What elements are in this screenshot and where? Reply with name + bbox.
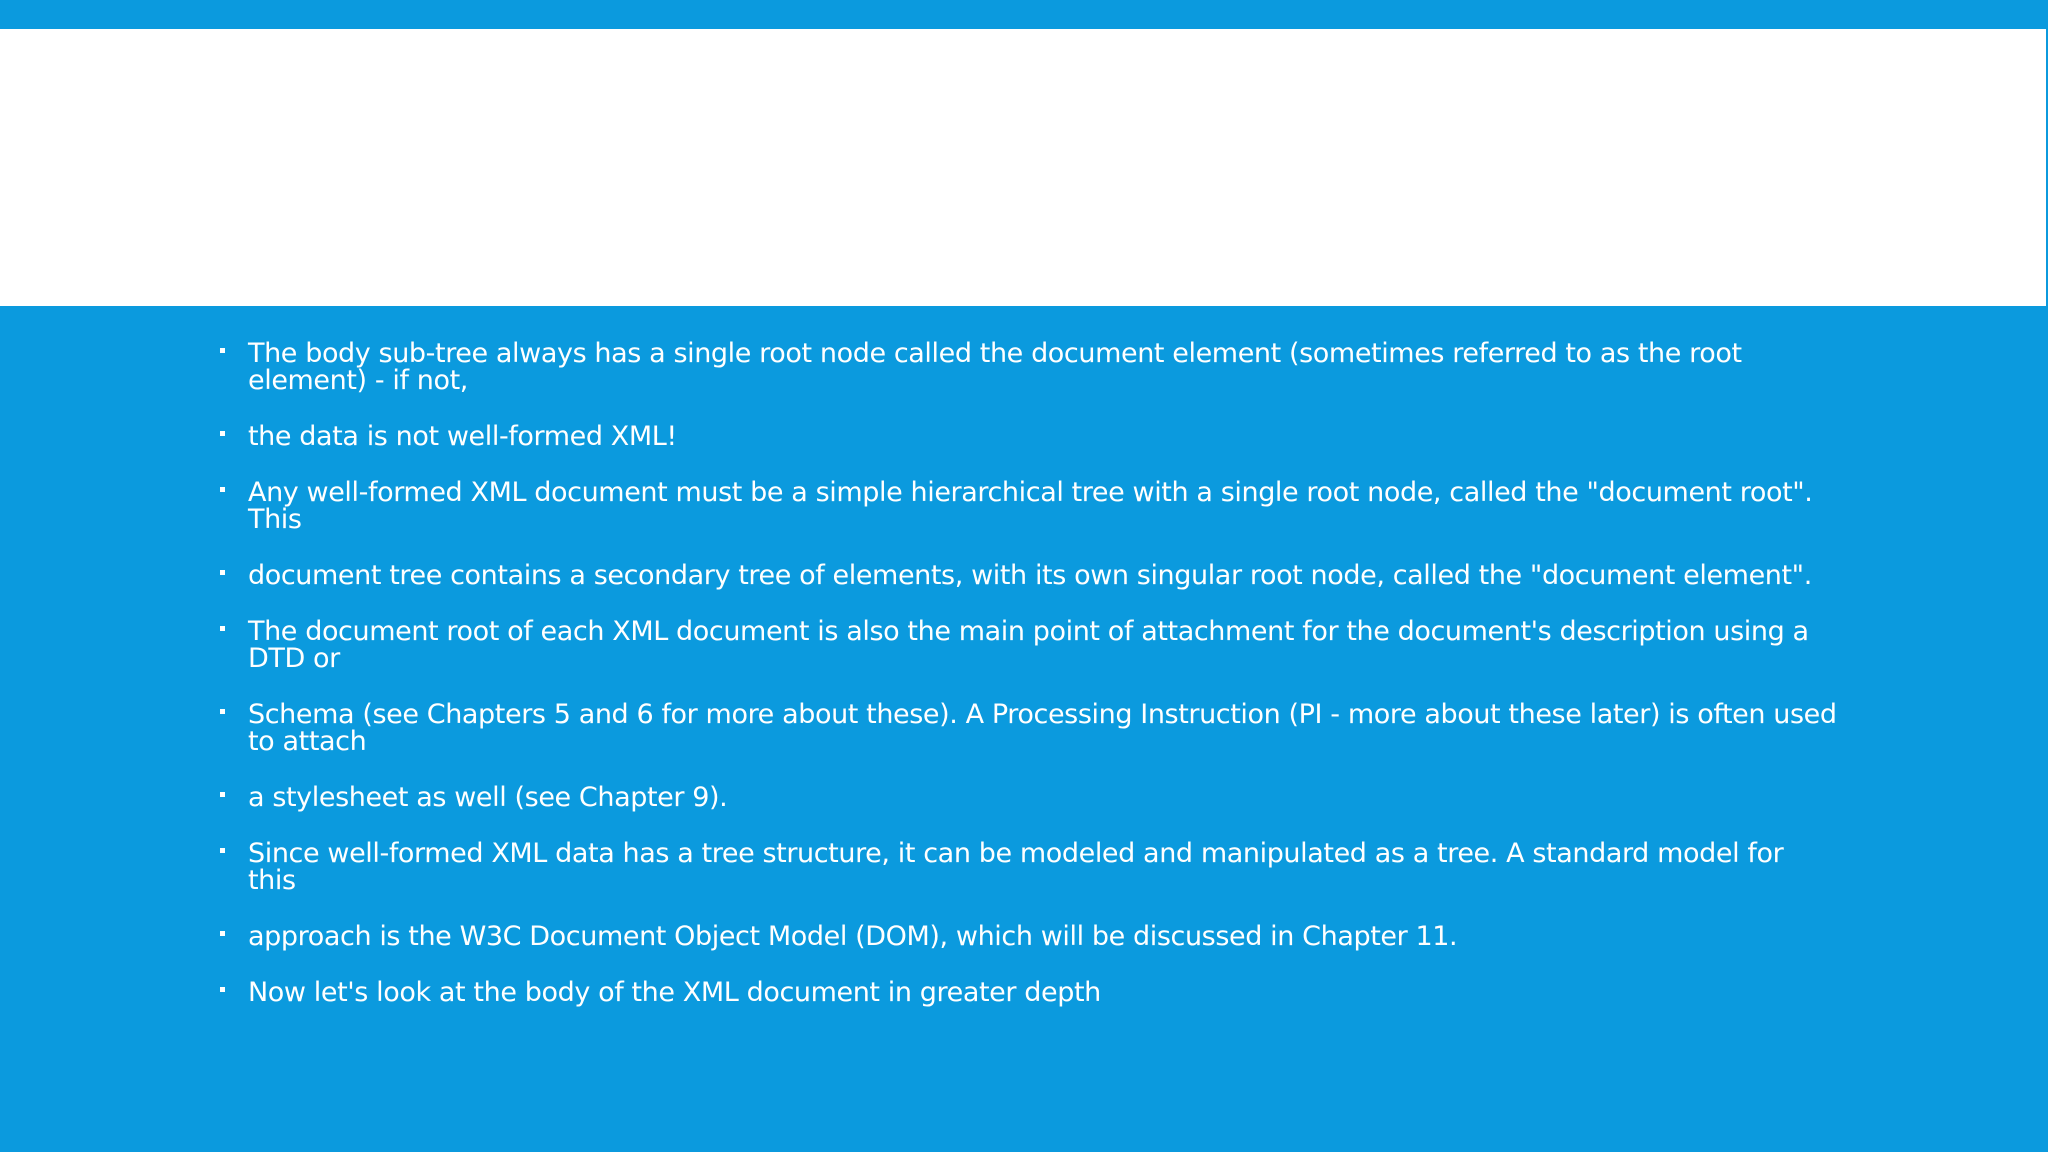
bullet-item [218, 979, 1838, 1006]
bullet-text: Now let's look at the body of the XML document in greater depth [248, 977, 1101, 1008]
bullet-text: the data is not well-formed XML! [248, 421, 677, 452]
bullet-square-icon [220, 348, 225, 353]
bullet-list [218, 340, 1838, 1035]
bullet-square-icon [220, 626, 225, 631]
bullet-item [218, 479, 1838, 533]
bullet-square-icon [220, 931, 225, 936]
bullet-item [218, 562, 1838, 589]
bullet-item [218, 618, 1838, 672]
bullet-square-icon [220, 487, 225, 492]
top-accent-bar [0, 0, 2048, 29]
bullet-square-icon [220, 848, 225, 853]
title-area [0, 29, 2048, 306]
bullet-text: Since well-formed XML data has a tree structure, it can be modeled and manipulated as a tree. A standard model for this [248, 838, 1784, 896]
bullet-item [218, 423, 1838, 450]
bullet-item [218, 923, 1838, 950]
bullet-text: a stylesheet as well (see Chapter 9). [248, 782, 728, 813]
bullet-square-icon [220, 709, 225, 714]
bullet-text: Schema (see Chapters 5 and 6 for more about these). A Processing Instruction (PI - more about these later) is often used to attach [248, 699, 1837, 757]
bullet-item [218, 340, 1838, 394]
bullet-item [218, 701, 1838, 755]
bullet-text: document tree contains a secondary tree of elements, with its own singular root node, called the "document element". [248, 560, 1812, 591]
bullet-text: The body sub-tree always has a single root node called the document element (sometimes referred to as the root element) - if not, [248, 338, 1742, 396]
bullet-text: Any well-formed XML document must be a simple hierarchical tree with a single root node, called the "document root". This [248, 477, 1813, 535]
bullet-item [218, 840, 1838, 894]
bullet-square-icon [220, 987, 225, 992]
bullet-item [218, 784, 1838, 811]
bullet-square-icon [220, 570, 225, 575]
bullet-square-icon [220, 431, 225, 436]
bullet-text: approach is the W3C Document Object Model (DOM), which will be discussed in Chapter 11. [248, 921, 1458, 952]
bullet-square-icon [220, 792, 225, 797]
bullet-text: The document root of each XML document is also the main point of attachment for the document's description using a DTD or [248, 616, 1809, 674]
